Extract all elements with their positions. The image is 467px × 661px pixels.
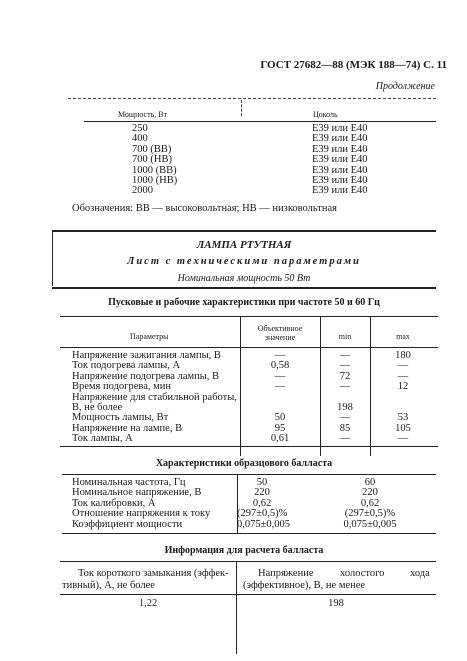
table1-top-rule [68, 98, 436, 99]
table-row: 2000 [132, 185, 153, 197]
table3-col1 [237, 477, 291, 530]
table-cell: 0,075±0,005 [343, 518, 397, 530]
table-row: Напряжение подогрева лампы, В [72, 370, 220, 382]
lamp-title: ЛАМПА РТУТНАЯ [196, 239, 292, 251]
table-row: E39 или E40 [312, 123, 368, 134]
short-circuit-label-1: Ток короткого замыкания (эффек- [78, 568, 229, 579]
table-row: E39 или E40 [312, 185, 368, 197]
table-cell: 198 [337, 401, 353, 413]
designation-legend: Обозначения: ВВ — высоковольтная; НВ — низковольтная [72, 203, 337, 214]
table-cell: — [274, 370, 286, 382]
table-row: Номинальная частота, Гц [72, 477, 186, 488]
page-header: ГОСТ 27682—88 (МЭК 188—74) С. 11 [260, 59, 447, 71]
table2-col-max: max [396, 332, 410, 341]
table-cell: 50 [274, 412, 286, 424]
table2-col-param: Параметры [130, 332, 169, 341]
table-row: Ток подогрева лампы, А [72, 360, 181, 372]
table-cell: 85 [339, 422, 351, 434]
table2-col-obj-1: Объективное [257, 324, 303, 333]
table-row: Ток лампы, А [72, 433, 133, 445]
table1-header-rule [84, 121, 436, 122]
table-cell: 0,075±0,005 [237, 518, 291, 530]
table-cell: 53 [397, 412, 409, 424]
table2-header-rule [60, 347, 438, 348]
open-circuit-label-1b: холостого [340, 568, 385, 579]
short-circuit-value: 1,22 [138, 598, 158, 609]
table2-max-column [370, 351, 436, 445]
table-cell: — [274, 350, 286, 361]
table2-min-column [320, 351, 370, 445]
table-cell: — [339, 350, 351, 361]
table-cell: — [397, 360, 409, 372]
table-cell: 50 [256, 477, 268, 488]
table3-heading: Характеристики образцового балласта [155, 458, 333, 469]
table2-col-obj-2: значение [264, 333, 296, 342]
table-cell: 72 [339, 370, 351, 382]
table-cell: 60 [364, 477, 376, 488]
table-cell: — [339, 433, 351, 445]
table3-param-column [72, 478, 210, 530]
table-row: 1000 (ВВ) [132, 164, 177, 176]
table-cell: 220 [254, 487, 270, 499]
table-row: 700 (НВ) [132, 154, 172, 166]
table-row: E39 или E40 [312, 143, 368, 155]
open-circuit-label-1c: хода [410, 568, 430, 579]
table-cell: (297±0,5)% [237, 508, 288, 520]
table2-param-column [72, 351, 237, 445]
table-row: В, не более [72, 401, 123, 413]
table-cell: (297±0,5)% [344, 508, 396, 520]
table-row: Напряжение для стабильной работы, [72, 391, 237, 403]
table-cell: — [274, 381, 286, 393]
open-circuit-label-1a: Напряжение [258, 568, 314, 579]
table2-col-min: min [338, 332, 352, 341]
table1-header-divider [241, 100, 242, 116]
table-cell: — [339, 381, 351, 393]
table4-heading: Информация для расчета балласта [164, 545, 324, 556]
table2-bottom-rule [60, 446, 438, 447]
table-cell: 180 [395, 350, 411, 361]
table-row: Отношение напряжения к току [72, 508, 211, 520]
table-cell: — [397, 433, 409, 445]
table3-bottom-rule [62, 533, 436, 534]
table-cell: 95 [274, 422, 286, 434]
table-row: Напряжение на лампе, В [72, 422, 183, 434]
table-cell: 0,61 [270, 433, 290, 445]
table2-obj-column [240, 351, 320, 445]
table-cell: 105 [395, 422, 411, 434]
sheet-box-bottom [52, 287, 436, 289]
rated-power: Номинальная мощность 50 Вт [177, 273, 311, 284]
table-row: Мощность лампы, Вт [72, 412, 169, 424]
sheet-title: Лист с техническими параметрами [127, 256, 361, 267]
table-cell: — [339, 412, 351, 424]
table1-power-column [132, 124, 177, 197]
table3-col2 [330, 478, 410, 530]
table-cell: — [397, 370, 409, 382]
table-row: E39 или E40 [312, 154, 368, 166]
table-row: Напряжение зажигания лампы, В [72, 350, 221, 361]
table-row: 250 [132, 123, 148, 134]
table-row: E39 или E40 [312, 174, 368, 186]
table-row: E39 или E40 [312, 164, 368, 176]
table-cell: 220 [362, 487, 378, 499]
open-circuit-label-2: (эффективное), В, не менее [243, 580, 366, 591]
continuation-label: Продолжение [375, 81, 435, 92]
table1-col-base: Цоколь [313, 110, 338, 119]
table-row: Номинальное напряжение, В [72, 487, 202, 499]
table4-header-rule [60, 594, 436, 595]
table-row: E39 или E40 [312, 133, 368, 145]
table-row: Время подогрева, мин [72, 381, 172, 393]
table3-top-rule [62, 474, 436, 475]
table-cell: 0,58 [270, 360, 290, 372]
table1-col-power: Мощность, Вт [118, 110, 168, 119]
table-cell: 0,62 [252, 497, 272, 509]
table-row: Коэффициент мощности [72, 518, 183, 530]
table-cell [370, 393, 436, 403]
table2-heading: Пусковые и рабочие характеристики при частоте 50 и 60 Гц [108, 297, 380, 308]
table2-top-rule [60, 316, 438, 317]
table1-base-column [312, 124, 368, 197]
table-cell: 12 [397, 381, 409, 393]
open-circuit-value: 198 [328, 598, 344, 609]
table4-top-rule [60, 561, 436, 562]
table-row: Ток калибровки, А [72, 497, 156, 509]
sheet-box-top [52, 230, 436, 232]
short-circuit-label-2: тивный), А, не более [62, 580, 155, 591]
table-cell [240, 393, 320, 403]
table-row: 700 (ВВ) [132, 143, 172, 155]
table-row: 1000 (НВ) [132, 174, 178, 186]
table-cell: 0,62 [360, 497, 380, 509]
table-cell: — [339, 360, 351, 372]
table-row: 400 [132, 133, 148, 145]
